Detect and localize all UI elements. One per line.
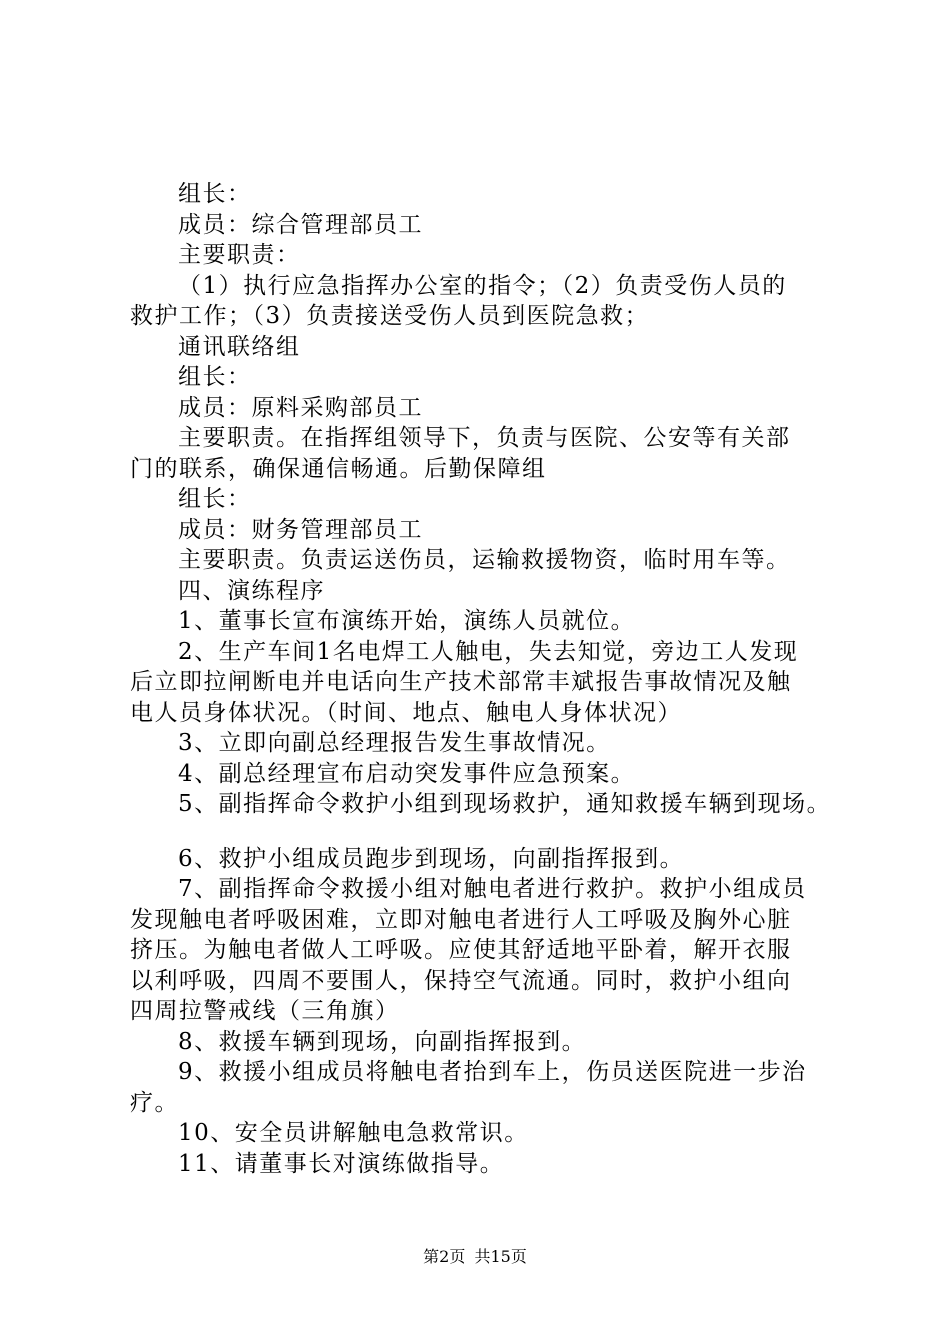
text-line: 成员：原料采购部员工 — [178, 394, 423, 421]
text-line: 疗。 — [130, 1089, 179, 1116]
text-line: 6、救护小组成员跑步到现场，向副指挥报到。 — [178, 845, 685, 872]
text-line: 主要职责： — [178, 242, 301, 268]
text-line: 成员：财务管理部员工 — [178, 516, 423, 543]
text-line: 通讯联络组 — [178, 333, 301, 360]
text-line: 电人员身体状况。（时间、地点、触电人身体状况） — [130, 699, 682, 726]
text-line: 1、董事长宣布演练开始，演练人员就位。 — [178, 608, 636, 634]
text-line: 2、生产车间1名电焊工人触电，失去知觉，旁边工人发现 — [178, 638, 799, 665]
text-line: 挤压。为触电者做人工呼吸。应使其舒适地平卧着，解开衣服 — [130, 937, 792, 963]
text-line: （1）执行应急指挥办公室的指令；（2）负责受伤人员的 — [178, 272, 787, 299]
document-body — [130, 179, 835, 1179]
text-line: 组长： — [178, 486, 252, 512]
text-line: 主要职责。负责运送伤员，运输救援物资，临时用车等。 — [178, 547, 791, 573]
page-footer — [0, 1247, 950, 1267]
text-line: 3、立即向副总经理报告发生事故情况。 — [178, 730, 611, 756]
text-line: 10、安全员讲解触电急救常识。 — [178, 1120, 529, 1146]
text-line: 11、请董事长对演练做指导。 — [178, 1150, 505, 1177]
text-line: 组长： — [178, 364, 252, 390]
text-line: 四周拉警戒线（三角旗） — [130, 998, 400, 1024]
text-line: 门的联系，确保通信畅通。后勤保障组 — [130, 455, 547, 482]
blank-line — [130, 820, 835, 844]
text-line: 以利呼吸，四周不要围人，保持空气流通。同时，救护小组向 — [130, 967, 792, 994]
text-line: 4、副总经理宣布启动突发事件应急预案。 — [178, 760, 636, 787]
text-line: 主要职责。在指挥组领导下，负责与医院、公安等有关部 — [178, 425, 791, 451]
text-line: 8、救援车辆到现场，向副指挥报到。 — [178, 1028, 587, 1055]
section-heading: 四、演练程序 — [178, 577, 325, 604]
text-line: 5、副指挥命令救护小组到现场救护，通知救援车辆到现场。 — [178, 791, 832, 817]
text-line: 9、救援小组成员将触电者抬到车上，伤员送医院进一步治 — [178, 1059, 807, 1085]
page-total: 共15页 — [474, 1247, 527, 1266]
page-number: 第2页 — [423, 1247, 466, 1266]
text-line: 救护工作；（3）负责接送受伤人员到医院急救； — [130, 303, 650, 329]
text-line: 7、副指挥命令救援小组对触电者进行救护。救护小组成员 — [178, 876, 807, 902]
text-line: 后立即拉闸断电并电话向生产技术部常丰斌报告事故情况及触 — [130, 669, 792, 695]
text-line: 发现触电者呼吸困难，立即对触电者进行人工呼吸及胸外心脏 — [130, 906, 792, 933]
text-line: 组长： — [178, 181, 252, 207]
text-line: 成员：综合管理部员工 — [178, 211, 423, 238]
